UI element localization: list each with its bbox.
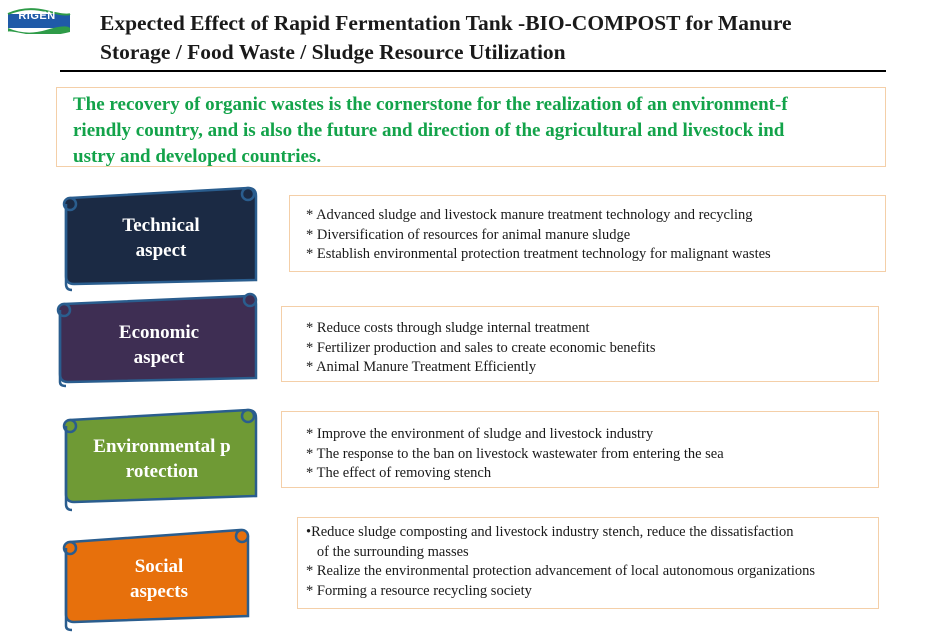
intro-line: ustry and developed countries. xyxy=(73,146,322,167)
list-item: * Realize the environmental protection advancement of local autonomous organizations xyxy=(306,563,816,579)
section-label-environmental: Environmental p rotection xyxy=(93,436,231,482)
page-title xyxy=(100,9,900,67)
title-line-1: Expected Effect of Rapid Fermentation Tank -BIO-COMPOST for Manure xyxy=(100,11,792,35)
list-item: •Reduce sludge composting and livestock industry stench, reduce the dissatisfaction xyxy=(306,524,794,540)
list-item: * Diversification of resources for animal manure sludge xyxy=(306,226,631,243)
list-item: * Fertilizer production and sales to create economic benefits xyxy=(306,339,656,356)
list-item: * Advanced sludge and livestock manure treatment technology and recycling xyxy=(306,207,753,223)
list-item: * Reduce costs through sludge internal treatment xyxy=(306,320,590,336)
section-box-social xyxy=(297,517,879,609)
intro-line: The recovery of organic wastes is the cornerstone for the realization of an environment-f xyxy=(73,94,788,115)
list-item: of the surrounding masses xyxy=(306,543,469,560)
section-label-economic: Economic aspect xyxy=(118,322,200,368)
section-label-technical: Technical aspect xyxy=(122,215,200,261)
list-item: * Establish environmental protection treatment technology for malignant wastes xyxy=(306,246,771,262)
section-box-environmental xyxy=(281,411,879,488)
section-box-technical xyxy=(289,195,886,272)
title-divider xyxy=(60,70,886,72)
logo-text: RIGEN xyxy=(18,10,56,22)
section-label-social: Social aspects xyxy=(129,556,189,602)
list-item: * The effect of removing stench xyxy=(306,465,492,481)
intro-box xyxy=(56,87,886,167)
intro-line: riendly country, and is also the future and direction of the agricultural and livestock ind xyxy=(73,120,785,141)
section-box-economic xyxy=(281,306,879,382)
title-line-2: Storage / Food Waste / Sludge Resource Utilization xyxy=(100,40,566,64)
list-item: * Forming a resource recycling society xyxy=(306,582,532,599)
list-item: * Animal Manure Treatment Efficiently xyxy=(306,359,537,375)
list-item: * Improve the environment of sludge and livestock industry xyxy=(306,426,654,442)
list-item: * The response to the ban on livestock wastewater from entering the sea xyxy=(306,445,724,462)
